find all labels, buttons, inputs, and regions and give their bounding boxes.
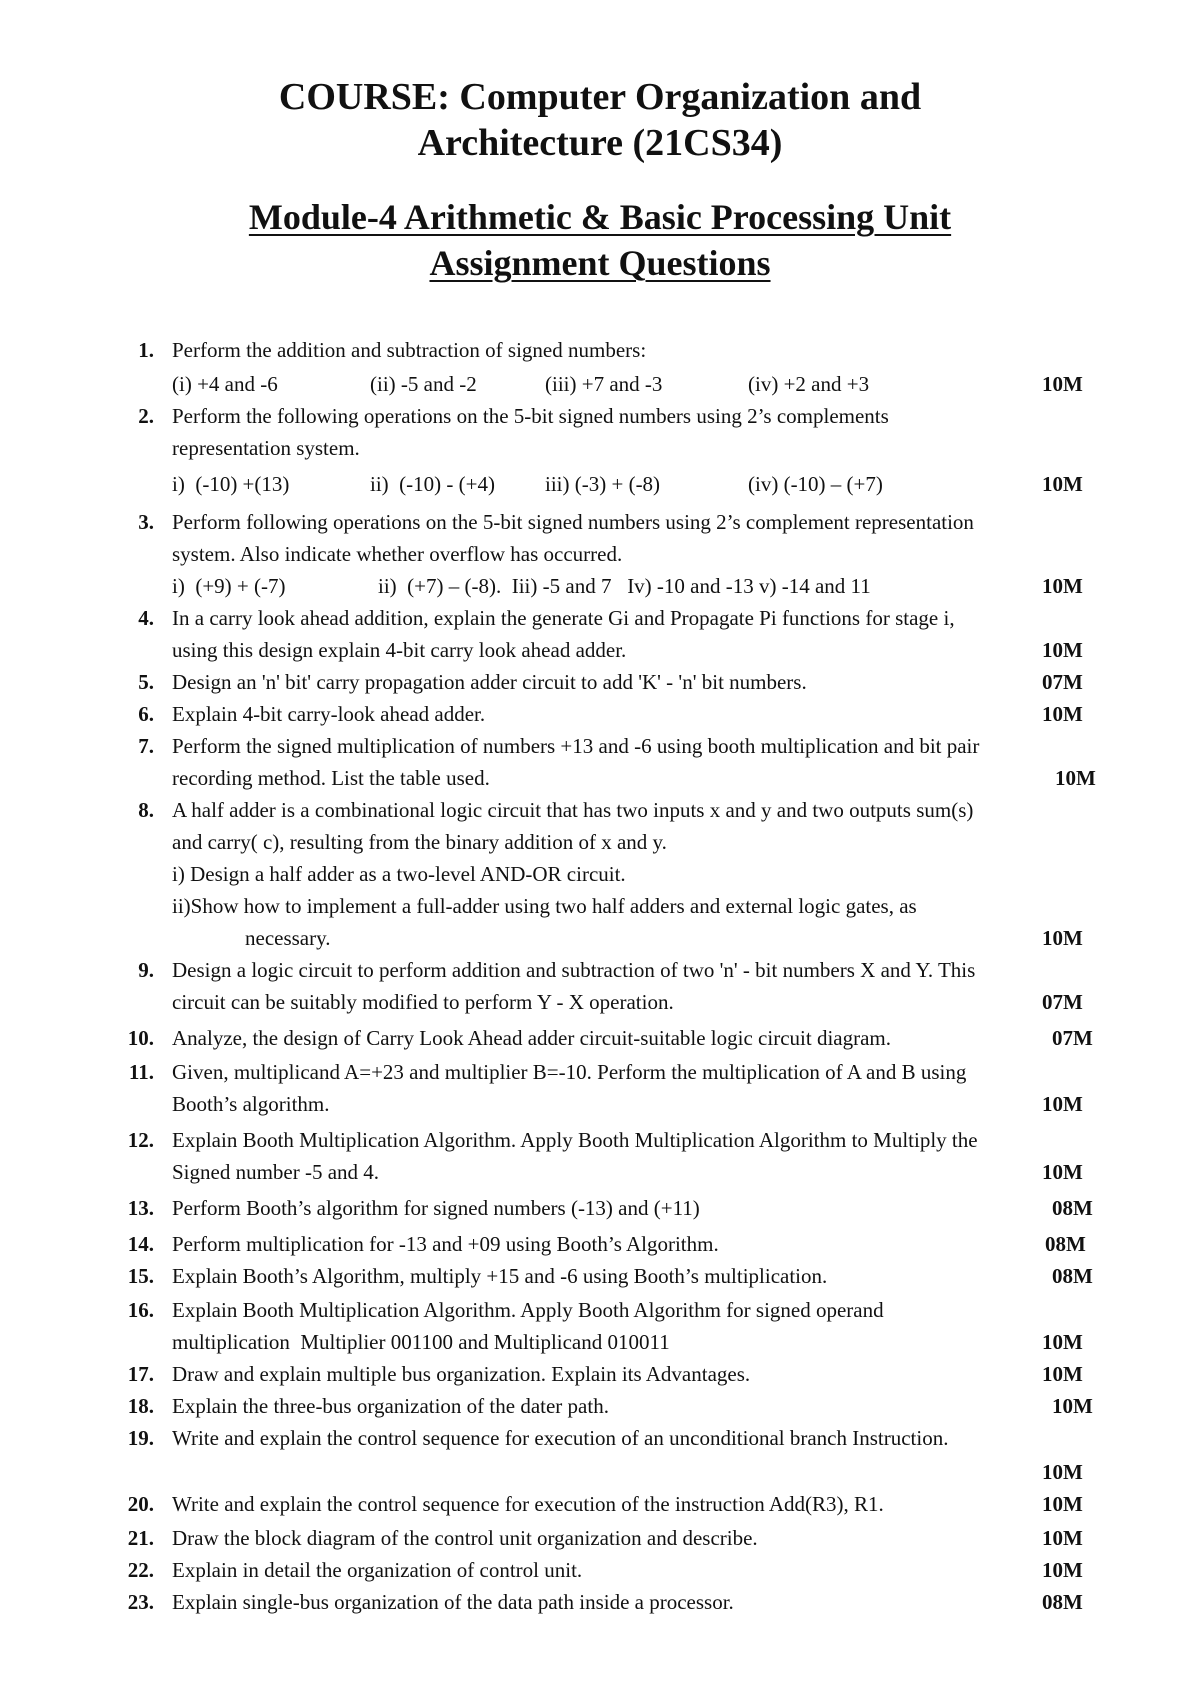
question-number: 22. bbox=[127, 1558, 154, 1582]
question-text: Draw and explain multiple bus organization. Explain its Advantages. bbox=[172, 1362, 751, 1386]
question-marks: 10M bbox=[1042, 1160, 1083, 1184]
question-text: Explain in detail the organization of control unit. bbox=[172, 1558, 583, 1582]
question-text: Perform following operations on the 5-bit signed numbers using 2’s complement representation bbox=[172, 510, 974, 534]
question-number: 14. bbox=[127, 1232, 154, 1256]
question-number: 8. bbox=[138, 798, 154, 822]
question-marks: 07M bbox=[1052, 1026, 1093, 1050]
question-text: Explain Booth Multiplication Algorithm. Apply Booth Algorithm for signed operand bbox=[172, 1298, 884, 1322]
question-text: Perform the signed multiplication of numbers +13 and -6 using booth multiplication and bit pair bbox=[172, 734, 980, 758]
question-text: system. Also indicate whether overflow has occurred. bbox=[172, 542, 623, 566]
question-text: representation system. bbox=[172, 436, 360, 460]
question-number: 9. bbox=[138, 958, 154, 982]
question-marks: 08M bbox=[1052, 1264, 1093, 1288]
question-number: 1. bbox=[138, 338, 154, 362]
question-marks: 10M bbox=[1042, 372, 1083, 396]
question-number: 2. bbox=[138, 404, 154, 428]
question-text: circuit can be suitably modified to perform Y - X operation. bbox=[172, 990, 674, 1014]
question-text: and carry( c), resulting from the binary addition of x and y. bbox=[172, 830, 667, 854]
question-text: Signed number -5 and 4. bbox=[172, 1160, 380, 1184]
question-option: ii) (-10) - (+4) bbox=[370, 472, 495, 496]
course-title-line1: COURSE: Computer Organization and bbox=[278, 76, 922, 118]
question-option: iii) (-3) + (-8) bbox=[545, 472, 661, 496]
module-title-line2: Assignment Questions bbox=[429, 243, 771, 283]
question-text: A half adder is a combinational logic circuit that has two inputs x and y and two outputs sum(s) bbox=[172, 798, 974, 822]
question-text: Analyze, the design of Carry Look Ahead adder circuit-suitable logic circuit diagram. bbox=[172, 1026, 891, 1050]
question-text: Booth’s algorithm. bbox=[172, 1092, 330, 1116]
question-text: Perform Booth’s algorithm for signed numbers (-13) and (+11) bbox=[172, 1196, 700, 1220]
question-text: Given, multiplicand A=+23 and multiplier B=-10. Perform the multiplication of A and B using bbox=[172, 1060, 967, 1084]
question-text: Perform multiplication for -13 and +09 using Booth’s Algorithm. bbox=[172, 1232, 719, 1256]
question-number: 20. bbox=[127, 1492, 154, 1516]
question-marks: 10M bbox=[1042, 1460, 1083, 1484]
question-option: i) (-10) +(13) bbox=[172, 472, 290, 496]
question-number: 19. bbox=[127, 1426, 154, 1450]
question-marks: 10M bbox=[1042, 1362, 1083, 1386]
question-number: 13. bbox=[127, 1196, 154, 1220]
question-number: 12. bbox=[127, 1128, 154, 1152]
question-marks: 10M bbox=[1052, 1394, 1093, 1418]
question-text: Design an 'n' bit' carry propagation adder circuit to add 'K' - 'n' bit numbers. bbox=[172, 670, 807, 694]
question-text: Write and explain the control sequence for execution of an unconditional branch Instruction. bbox=[172, 1426, 949, 1450]
question-text: Explain Booth’s Algorithm, multiply +15 and -6 using Booth’s multiplication. bbox=[172, 1264, 828, 1288]
question-text: Draw the block diagram of the control unit organization and describe. bbox=[172, 1526, 758, 1550]
question-marks: 10M bbox=[1042, 574, 1083, 598]
question-marks: 07M bbox=[1042, 670, 1083, 694]
question-number: 3. bbox=[138, 510, 154, 534]
question-text: using this design explain 4-bit carry look ahead adder. bbox=[172, 638, 627, 662]
question-marks: 10M bbox=[1042, 1492, 1083, 1516]
question-text: necessary. bbox=[245, 926, 331, 950]
question-marks: 07M bbox=[1042, 990, 1083, 1014]
question-text: Explain single-bus organization of the data path inside a processor. bbox=[172, 1590, 734, 1614]
question-marks: 08M bbox=[1045, 1232, 1086, 1256]
question-number: 23. bbox=[127, 1590, 154, 1614]
question-option: ii) (+7) – (-8). Iii) -5 and 7 Iv) -10 and -13 v) -14 and 11 bbox=[378, 574, 871, 598]
question-option: (iii) +7 and -3 bbox=[545, 372, 663, 396]
question-number: 5. bbox=[138, 670, 154, 694]
question-option: i) (+9) + (-7) bbox=[172, 574, 286, 598]
question-marks: 08M bbox=[1042, 1590, 1083, 1614]
question-text: Explain 4-bit carry-look ahead adder. bbox=[172, 702, 486, 726]
question-number: 11. bbox=[128, 1060, 154, 1084]
question-option: (iv) (-10) – (+7) bbox=[748, 472, 883, 496]
question-option: (ii) -5 and -2 bbox=[370, 372, 477, 396]
question-marks: 10M bbox=[1042, 702, 1083, 726]
question-option: (i) +4 and -6 bbox=[172, 372, 278, 396]
question-marks: 10M bbox=[1042, 1526, 1083, 1550]
question-marks: 10M bbox=[1042, 638, 1083, 662]
question-text: Write and explain the control sequence for execution of the instruction Add(R3), R1. bbox=[172, 1492, 884, 1516]
question-marks: 08M bbox=[1052, 1196, 1093, 1220]
course-title-line2: Architecture (21CS34) bbox=[417, 122, 783, 164]
question-number: 15. bbox=[127, 1264, 154, 1288]
question-text: multiplication Multiplier 001100 and Multiplicand 010011 bbox=[172, 1330, 670, 1354]
question-number: 6. bbox=[138, 702, 154, 726]
question-number: 10. bbox=[127, 1026, 154, 1050]
question-marks: 10M bbox=[1055, 766, 1096, 790]
question-number: 17. bbox=[127, 1362, 154, 1386]
question-option: (iv) +2 and +3 bbox=[748, 372, 870, 396]
question-text: ii)Show how to implement a full-adder using two half adders and external logic gates, as bbox=[172, 894, 917, 918]
question-marks: 10M bbox=[1042, 1330, 1083, 1354]
question-text: Design a logic circuit to perform addition and subtraction of two 'n' - bit numbers X and Y. This bbox=[172, 958, 976, 982]
question-number: 4. bbox=[138, 606, 154, 630]
question-marks: 10M bbox=[1042, 472, 1083, 496]
question-marks: 10M bbox=[1042, 926, 1083, 950]
question-text: Perform the addition and subtraction of signed numbers: bbox=[172, 338, 647, 362]
question-text: Perform the following operations on the 5-bit signed numbers using 2’s complements bbox=[172, 404, 889, 428]
question-text: recording method. List the table used. bbox=[172, 766, 490, 790]
question-text: i) Design a half adder as a two-level AND-OR circuit. bbox=[172, 862, 626, 886]
question-text: Explain Booth Multiplication Algorithm. Apply Booth Multiplication Algorithm to Multiply the bbox=[172, 1128, 978, 1152]
question-number: 16. bbox=[127, 1298, 154, 1322]
question-marks: 10M bbox=[1042, 1092, 1083, 1116]
module-title bbox=[0, 194, 1200, 286]
question-number: 7. bbox=[138, 734, 154, 758]
question-number: 21. bbox=[127, 1526, 154, 1550]
question-text: Explain the three-bus organization of the dater path. bbox=[172, 1394, 609, 1418]
question-text: In a carry look ahead addition, explain the generate Gi and Propagate Pi functions for stage i, bbox=[172, 606, 955, 630]
module-title-line1: Module-4 Arithmetic & Basic Processing Unit bbox=[248, 197, 952, 237]
question-marks: 10M bbox=[1042, 1558, 1083, 1582]
question-number: 18. bbox=[127, 1394, 154, 1418]
course-title bbox=[0, 74, 1200, 166]
